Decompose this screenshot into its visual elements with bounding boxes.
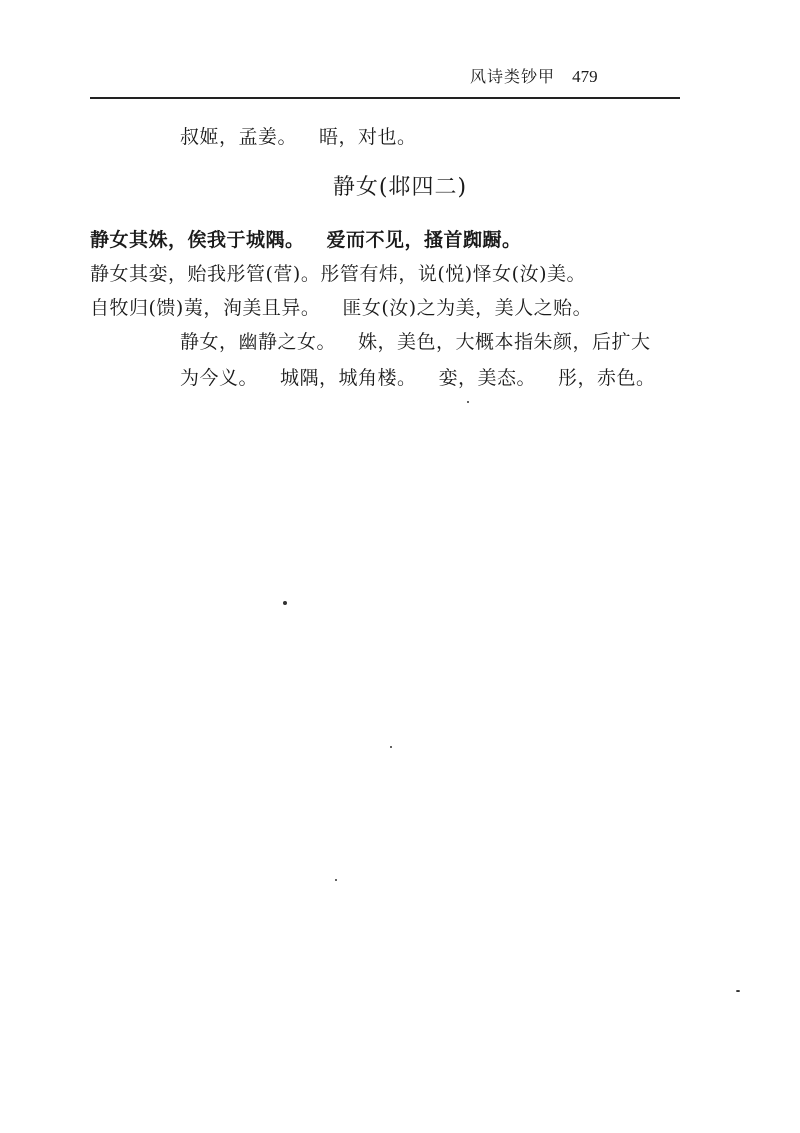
note-line-1-b: 姝，美色，大概本指朱颜，后扩大 — [358, 331, 651, 353]
note-line-1-a: 静女，幽静之女。 — [180, 331, 337, 353]
prev-note-text-b: 晤，对也。 — [319, 126, 417, 148]
scan-speck — [283, 601, 287, 605]
scan-speck — [390, 746, 392, 748]
poem-line — [90, 228, 522, 252]
poem-line-2-a: 静女其娈，贻我彤管(菅)。 — [90, 263, 321, 285]
poem-line-3-a: 自牧归(馈)荑，洵美且异。 — [90, 297, 321, 319]
note-line-2-b: 城隅，城角楼。 — [280, 367, 417, 389]
scan-speck — [736, 990, 740, 992]
note-line-2-c: 娈，美态。 — [438, 367, 537, 389]
prev-note-line — [180, 125, 417, 149]
running-header-title: 风诗类钞甲 — [470, 67, 556, 86]
poem-line-3-b: 匪女(汝)之为美，美人之贻。 — [342, 297, 593, 319]
note-line-2-a: 为今义。 — [180, 367, 259, 389]
page-number: 479 — [572, 67, 598, 86]
scan-speck — [335, 879, 337, 881]
poem-line-1-b: 爱而不见，搔首踟蹰。 — [326, 229, 522, 251]
scan-speck — [467, 401, 469, 403]
poem-line-1-a: 静女其姝，俟我于城隅。 — [90, 229, 305, 251]
poem-line — [90, 296, 592, 320]
header-rule — [90, 97, 680, 99]
poem-line — [90, 262, 586, 286]
poem-line-2-b: 彤管有炜，说(悦)怿女(汝)美。 — [320, 263, 586, 285]
note-line — [180, 330, 651, 354]
note-line — [180, 366, 656, 390]
note-line-2-d: 彤，赤色。 — [558, 367, 656, 389]
section-title: 静女(邶四二) — [332, 175, 468, 200]
running-header — [470, 64, 670, 87]
prev-note-text-a: 叔姬，孟姜。 — [180, 126, 298, 148]
